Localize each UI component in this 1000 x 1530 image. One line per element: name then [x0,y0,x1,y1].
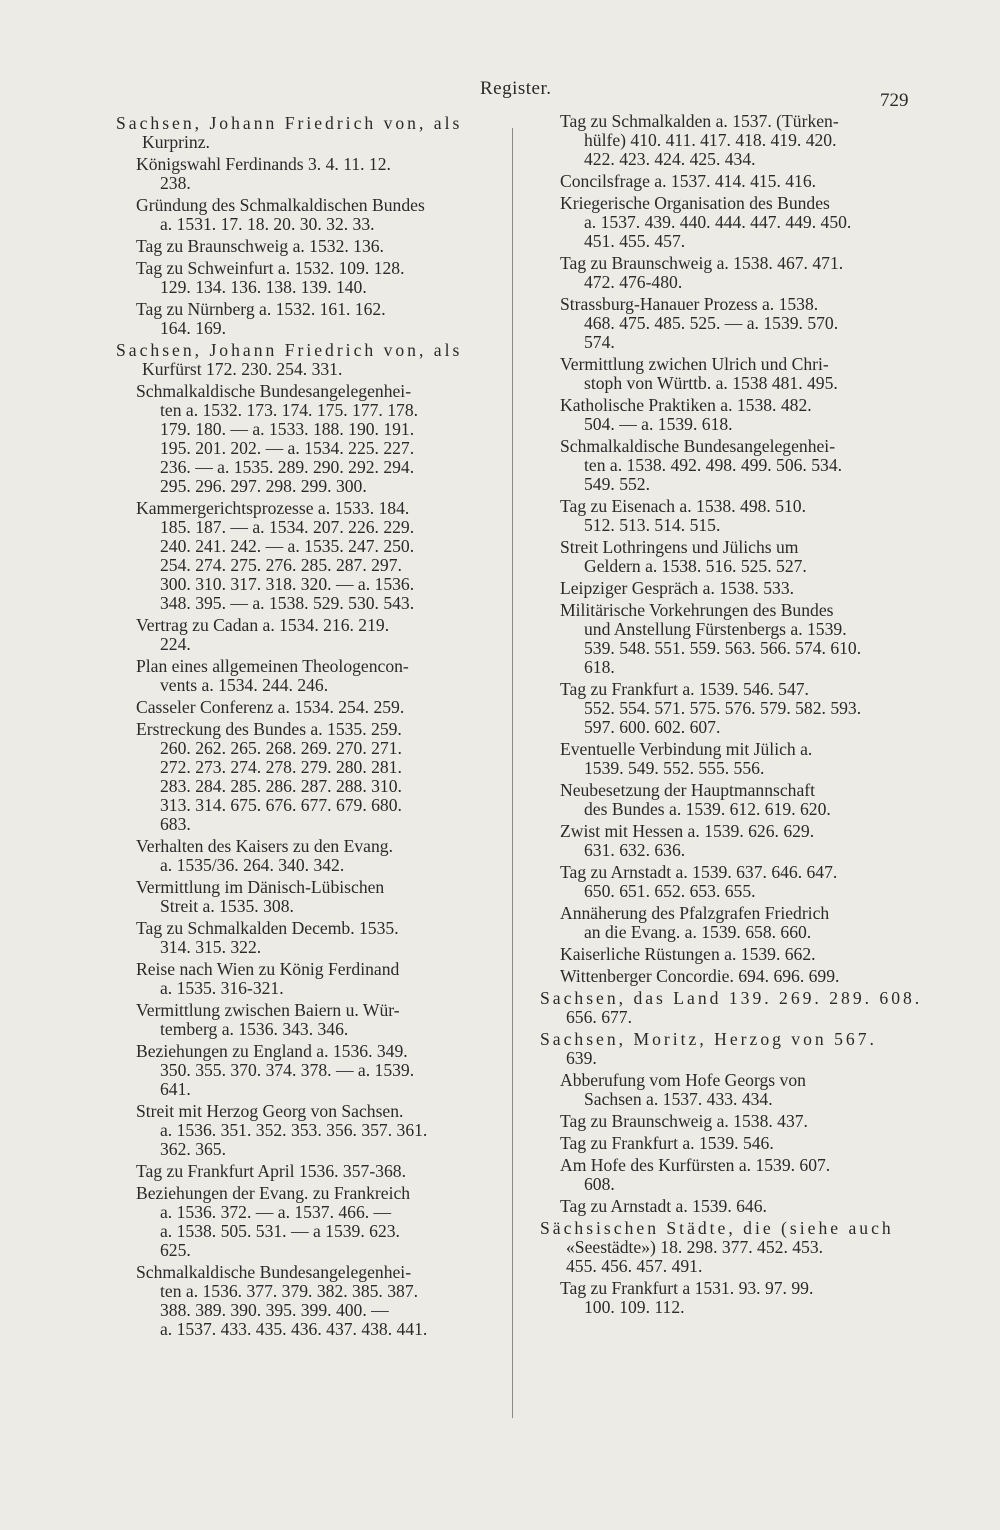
index-entry-line: ten a. 1536. 377. 379. 382. 385. 387. [160,1281,419,1301]
index-sub-entry [540,1156,910,1194]
index-column-left [116,112,496,1342]
index-entry-line: 260. 262. 265. 268. 269. 270. 271. [160,738,402,758]
index-sub-entry [116,382,496,496]
index-sub-entry [116,1001,496,1039]
index-sub-entry [540,863,910,901]
index-sub-entry [540,254,910,292]
index-entry-line: 240. 241. 242. — a. 1535. 247. 250. [160,536,415,556]
index-sub-entry [540,740,910,778]
index-entry-line: Tag zu Frankfurt April 1536. 357-368. [136,1161,406,1181]
index-sub-entry [116,657,496,695]
index-entry-line: 574. [584,332,615,352]
index-entry-line: Sachsen, das Land 139. 269. 289. 608. [540,988,923,1008]
index-sub-entry [540,538,910,576]
index-entry-line: a. 1537. 433. 435. 436. 437. 438. 441. [160,1319,428,1339]
index-entry-line: Tag zu Frankfurt a. 1539. 546. [560,1133,774,1153]
index-sub-entry [540,1279,910,1317]
index-entry-line: Neubesetzung der Hauptmannschaft [560,780,816,800]
index-sub-entry [116,837,496,875]
index-entry-line: Vermittlung im Dänisch-Lübischen [136,877,385,897]
index-entry-line: Gründung des Schmalkaldischen Bundes [136,195,425,215]
index-sub-entry [540,781,910,819]
index-entry-line: 422. 423. 424. 425. 434. [584,149,756,169]
index-sub-entry [116,1184,496,1260]
index-sub-entry [540,396,910,434]
index-sub-entry [116,1102,496,1159]
index-sub-entry [540,822,910,860]
index-entry-line: Sächsischen Städte, die (siehe auch [540,1218,894,1238]
index-entry-line: Streit mit Herzog Georg von Sachsen. [136,1101,404,1121]
index-entry-line: 451. 455. 457. [584,231,686,251]
index-main-entry [116,341,496,379]
index-entry-line: hülfe) 410. 411. 417. 418. 419. 420. [584,130,837,150]
index-entry-line: Vermittlung zwischen Baiern u. Wür- [136,1000,400,1020]
index-entry-line: 254. 274. 275. 276. 285. 287. 297. [160,555,402,575]
index-entry-line: Tag zu Braunschweig a. 1538. 437. [560,1111,808,1131]
index-entry-line: 236. — a. 1535. 289. 290. 292. 294. [160,457,415,477]
index-entry-line: 300. 310. 317. 318. 320. — a. 1536. [160,574,415,594]
index-entry-line: Tag zu Braunschweig a. 1532. 136. [136,236,384,256]
index-entry-line: Tag zu Frankfurt a. 1539. 546. 547. [560,679,809,699]
index-sub-entry [540,601,910,677]
index-entry-line: Concilsfrage a. 1537. 414. 415. 416. [560,171,817,191]
index-entry-line: Beziehungen der Evang. zu Frankreich [136,1183,411,1203]
index-entry-line: 314. 315. 322. [160,937,262,957]
index-sub-entry [540,1197,910,1216]
index-entry-line: 350. 355. 370. 374. 378. — a. 1539. [160,1060,415,1080]
index-sub-entry [540,904,910,942]
index-entry-line: 313. 314. 675. 676. 677. 679. 680. [160,795,402,815]
index-entry-line: Kriegerische Organisation des Bundes [560,193,830,213]
index-sub-entry [540,945,910,964]
index-entry-line: 650. 651. 652. 653. 655. [584,881,756,901]
index-entry-line: 164. 169. [160,318,226,338]
index-entry-line: a. 1531. 17. 18. 20. 30. 32. 33. [160,214,375,234]
index-entry-line: Erstreckung des Bundes a. 1535. 259. [136,719,402,739]
index-entry-line: Tag zu Schweinfurt a. 1532. 109. 128. [136,258,405,278]
index-entry-line: vents a. 1534. 244. 246. [160,675,329,695]
index-sub-entry [116,960,496,998]
index-sub-entry [116,499,496,613]
index-entry-line: 625. [160,1240,191,1260]
index-entry-line: a. 1536. 351. 352. 353. 356. 357. 361. [160,1120,428,1140]
index-sub-entry [116,1263,496,1339]
index-main-entry [116,114,496,152]
index-entry-line: Kammergerichtsprozesse a. 1533. 184. [136,498,410,518]
index-sub-entry [540,1134,910,1153]
index-sub-entry [540,172,910,191]
index-entry-line: Tag zu Frankfurt a 1531. 93. 97. 99. [560,1278,814,1298]
index-entry-line: und Anstellung Fürstenbergs a. 1539. [584,619,847,639]
index-entry-line: 272. 273. 274. 278. 279. 280. 281. [160,757,402,777]
index-entry-line: 618. [584,657,615,677]
index-entry-line: Katholische Praktiken a. 1538. 482. [560,395,812,415]
index-entry-line: Schmalkaldische Bundesangelegenhei- [560,436,836,456]
index-entry-line: a. 1535. 316-321. [160,978,284,998]
index-entry-line: 608. [584,1174,615,1194]
index-sub-entry [116,196,496,234]
index-entry-line: 238. [160,173,191,193]
index-sub-entry [116,1042,496,1099]
index-entry-line: a. 1536. 372. — a. 1537. 466. — [160,1202,392,1222]
index-entry-line: 179. 180. — a. 1533. 188. 190. 191. [160,419,415,439]
index-entry-line: 283. 284. 285. 286. 287. 288. 310. [160,776,402,796]
index-entry-line: Sachsen a. 1537. 433. 434. [584,1089,773,1109]
index-entry-line: des Bundes a. 1539. 612. 619. 620. [584,799,831,819]
index-entry-line: Kurfürst 172. 230. 254. 331. [142,359,343,379]
index-entry-line: 295. 296. 297. 298. 299. 300. [160,476,367,496]
index-entry-line: 468. 475. 485. 525. — a. 1539. 570. [584,313,839,333]
page-number: 729 [880,90,909,111]
index-entry-line: ten a. 1538. 492. 498. 499. 506. 534. [584,455,843,475]
index-entry-line: Tag zu Arnstadt a. 1539. 646. [560,1196,767,1216]
index-sub-entry [116,155,496,193]
index-entry-line: Zwist mit Hessen a. 1539. 626. 629. [560,821,815,841]
index-sub-entry [116,616,496,654]
index-sub-entry [540,1071,910,1109]
index-entry-line: 348. 395. — a. 1538. 529. 530. 543. [160,593,415,613]
index-sub-entry [540,437,910,494]
index-entry-line: Wittenberger Concordie. 694. 696. 699. [560,966,840,986]
index-sub-entry [540,680,910,737]
index-sub-entry [116,720,496,834]
index-entry-line: Schmalkaldische Bundesangelegenhei- [136,1262,412,1282]
index-entry-line: Tag zu Nürnberg a. 1532. 161. 162. [136,299,386,319]
index-entry-line: stoph von Württb. a. 1538 481. 495. [584,373,838,393]
index-entry-line: Sachsen, Johann Friedrich von, als [116,340,463,360]
index-entry-line: Annäherung des Pfalzgrafen Friedrich [560,903,830,923]
index-entry-line: 185. 187. — a. 1534. 207. 226. 229. [160,517,415,537]
running-head: Register. [480,78,552,99]
index-entry-line: Schmalkaldische Bundesangelegenhei- [136,381,412,401]
index-main-entry [540,1030,910,1068]
index-entry-line: Beziehungen zu England a. 1536. 349. [136,1041,408,1061]
index-entry-line: a. 1535/36. 264. 340. 342. [160,855,345,875]
index-entry-line: Tag zu Schmalkalden Decemb. 1535. [136,918,399,938]
index-entry-line: Reise nach Wien zu König Ferdinand [136,959,400,979]
index-entry-line: Verhalten des Kaisers zu den Evang. [136,836,393,856]
index-entry-line: 100. 109. 112. [584,1297,685,1317]
index-entry-line: 472. 476-480. [584,272,683,292]
index-entry-line: temberg a. 1536. 343. 346. [160,1019,349,1039]
index-entry-line: 224. [160,634,191,654]
index-sub-entry [540,355,910,393]
index-main-entry [540,1219,910,1276]
index-entry-line: Königswahl Ferdinands 3. 4. 11. 12. [136,154,391,174]
index-entry-line: Tag zu Eisenach a. 1538. 498. 510. [560,496,806,516]
index-entry-line: Leipziger Gespräch a. 1538. 533. [560,578,795,598]
index-entry-line: 362. 365. [160,1139,226,1159]
index-entry-line: Geldern a. 1538. 516. 525. 527. [584,556,807,576]
index-entry-line: Sachsen, Moritz, Herzog von 567. [540,1029,877,1049]
index-entry-line: an die Evang. a. 1539. 658. 660. [584,922,812,942]
index-entry-line: 539. 548. 551. 559. 563. 566. 574. 610. [584,638,862,658]
index-entry-line: Strassburg-Hanauer Prozess a. 1538. [560,294,819,314]
index-main-entry [540,988,923,1027]
index-entry-line: a. 1537. 439. 440. 444. 447. 449. 450. [584,212,852,232]
index-sub-entry [116,698,496,717]
index-entry-line: Am Hofe des Kurfürsten a. 1539. 607. [560,1155,831,1175]
index-entry-line: 1539. 549. 552. 555. 556. [584,758,765,778]
index-entry-line: Eventuelle Verbindung mit Jülich a. [560,739,813,759]
index-entry-line: Kurprinz. [142,132,210,152]
index-entry-line: 597. 600. 602. 607. [584,717,721,737]
index-sub-entry [116,237,496,256]
index-entry-line: ten a. 1532. 173. 174. 175. 177. 178. [160,400,419,420]
index-entry-line: 552. 554. 571. 575. 576. 579. 582. 593. [584,698,862,718]
index-sub-entry [540,1112,910,1131]
index-sub-entry [540,579,910,598]
index-entry-line: 631. 632. 636. [584,840,686,860]
index-entry-line: a. 1538. 505. 531. — a 1539. 623. [160,1221,400,1241]
index-entry-line: Casseler Conferenz a. 1534. 254. 259. [136,697,405,717]
index-entry-line: Tag zu Arnstadt a. 1539. 637. 646. 647. [560,862,838,882]
index-entry-line: 129. 134. 136. 138. 139. 140. [160,277,367,297]
index-entry-line: Plan eines allgemeinen Theologencon- [136,656,409,676]
index-entry-line: Kaiserliche Rüstungen a. 1539. 662. [560,944,816,964]
index-entry-line: Streit a. 1535. 308. [160,896,294,916]
index-entry-line: 455. 456. 457. 491. [566,1256,703,1276]
index-entry-line: Sachsen, Johann Friedrich von, als [116,113,463,133]
index-entry-line: 549. 552. [584,474,650,494]
index-entry-line: Vermittlung zwichen Ulrich und Chri- [560,354,829,374]
index-entry-line: 641. [160,1079,191,1099]
index-entry-line: Streit Lothringens und Jülichs um [560,537,799,557]
index-entry-line: 504. — a. 1539. 618. [584,414,733,434]
index-entry-line: Abberufung vom Hofe Georgs von [560,1070,806,1090]
index-sub-entry [116,919,496,957]
index-sub-entry [540,497,910,535]
index-entry-line: Vertrag zu Cadan a. 1534. 216. 219. [136,615,390,635]
index-entry-line: 512. 513. 514. 515. [584,515,721,535]
index-sub-entry [116,300,496,338]
index-entry-line: 683. [160,814,191,834]
index-sub-entry [116,1162,496,1181]
index-entry-line: 388. 389. 390. 395. 399. 400. — [160,1300,389,1320]
column-divider [512,128,513,1418]
index-sub-entry [116,878,496,916]
index-entry-line: 639. [566,1048,597,1068]
index-sub-entry [540,967,910,986]
index-entry-line: 656. 677. [566,1007,632,1027]
index-entry-line: Militärische Vorkehrungen des Bundes [560,600,834,620]
index-sub-entry [540,295,910,352]
index-entry-line: 195. 201. 202. — a. 1534. 225. 227. [160,438,415,458]
index-sub-entry [540,194,910,251]
index-column-right [540,111,923,1320]
index-entry-line: Tag zu Braunschweig a. 1538. 467. 471. [560,253,844,273]
index-entry-line: «Seestädte») 18. 298. 377. 452. 453. [566,1237,824,1257]
index-entry-line: Tag zu Schmalkalden a. 1537. (Türken- [560,111,839,131]
index-sub-entry [540,112,910,169]
index-sub-entry [116,259,496,297]
